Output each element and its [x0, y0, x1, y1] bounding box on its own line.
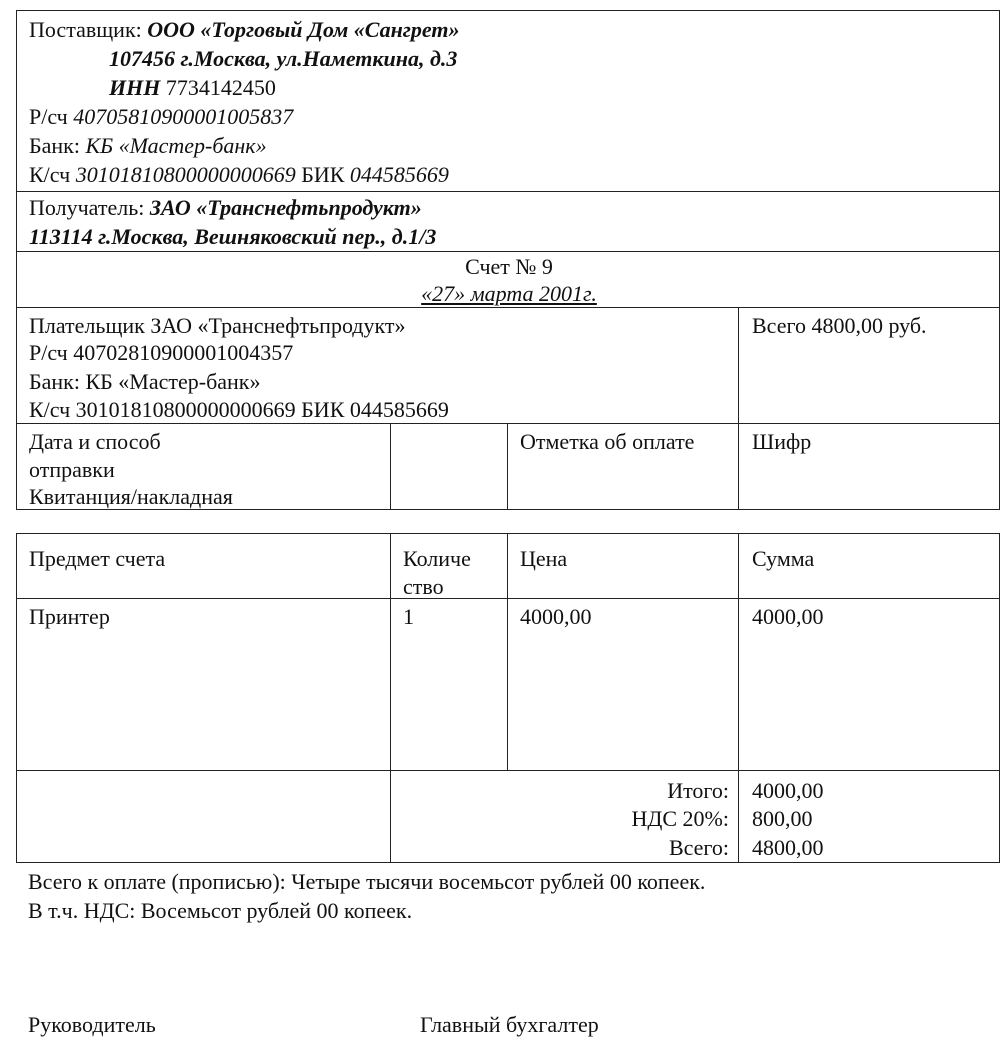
supplier-bank	[29, 131, 267, 160]
corr-label: К/сч	[29, 162, 71, 187]
grand-total-value: 4800,00	[752, 835, 824, 860]
invoice-date: «27» марта 2001г.	[421, 281, 597, 306]
recipient-address: 113114 г.Москва, Вешняковский пер., д.1/3	[29, 224, 437, 249]
header-sum: Сумма	[752, 546, 815, 571]
divider	[507, 534, 508, 770]
invoice-date-line	[17, 279, 1001, 308]
inn-value: 7734142450	[165, 75, 276, 100]
supplier-name: ООО «Торговый Дом «Сангрет»	[147, 17, 460, 42]
shipping-label: Дата и способ	[29, 429, 161, 454]
payer-account: Р/сч 40702810900001004357	[29, 340, 294, 365]
divider	[507, 423, 508, 510]
recipient-line	[29, 193, 422, 222]
supplier-label: Поставщик:	[29, 17, 142, 42]
payer-bank: Банк: КБ «Мастер-банк»	[29, 369, 261, 394]
total-label: Итого:	[667, 778, 729, 803]
divider	[390, 534, 391, 862]
bik-label: БИК	[301, 162, 345, 187]
divider	[17, 770, 999, 771]
inn-label: ИНН	[109, 75, 161, 100]
supplier-corr	[29, 160, 449, 189]
divider	[390, 423, 391, 510]
bik-value: 044585669	[349, 162, 449, 187]
header-price: Цена	[520, 546, 568, 571]
invoice-total: Всего 4800,00 руб.	[752, 313, 927, 338]
supplier-account	[29, 102, 293, 131]
divider	[738, 307, 739, 510]
vat-in-words: В т.ч. НДС: Восемьсот рублей 00 копеек.	[28, 898, 413, 923]
director-signature-label: Руководитель	[28, 1012, 156, 1037]
recipient-label: Получатель:	[29, 195, 145, 220]
bank-value: КБ «Мастер-банк»	[85, 133, 267, 158]
row-subject: Принтер	[29, 604, 110, 629]
vat-value: 800,00	[752, 806, 813, 831]
amount-in-words: Всего к оплате (прописью): Четыре тысячи восемьсот рублей 00 копеек.	[28, 869, 706, 894]
header-qty: Количе	[403, 546, 471, 571]
divider	[17, 598, 999, 599]
cipher-label: Шифр	[752, 429, 812, 454]
shipping-label: отправки	[29, 457, 115, 482]
supplier-address: 107456 г.Москва, ул.Наметкина, д.3	[109, 46, 458, 71]
row-sum: 4000,00	[752, 604, 824, 629]
row-qty: 1	[403, 604, 414, 629]
payment-mark-label: Отметка об оплате	[520, 429, 695, 454]
shipping-label: Квитанция/накладная	[29, 484, 233, 509]
divider	[17, 191, 999, 192]
grand-total-label: Всего:	[668, 835, 729, 860]
invoice-header-box	[16, 10, 1000, 510]
account-label: Р/сч	[29, 104, 68, 129]
supplier-inn	[109, 73, 276, 102]
total-value: 4000,00	[752, 778, 824, 803]
header-subject: Предмет счета	[29, 546, 166, 571]
recipient-name: ЗАО «Транснефтьпродукт»	[149, 195, 422, 220]
items-table	[16, 533, 1000, 863]
payer-name: Плательщик ЗАО «Транснефтьпродукт»	[29, 313, 406, 338]
row-price: 4000,00	[520, 604, 592, 629]
payer-corr: К/сч 30101810800000000669 БИК 044585669	[29, 397, 449, 422]
divider	[738, 534, 739, 862]
invoice-number: Счет № 9	[465, 254, 553, 279]
account-value: 40705810900001005837	[73, 104, 294, 129]
header-qty: ство	[403, 574, 444, 599]
accountant-signature-label: Главный бухгалтер	[420, 1012, 599, 1037]
bank-label: Банк:	[29, 133, 80, 158]
vat-label: НДС 20%:	[631, 806, 729, 831]
supplier-line	[29, 15, 460, 44]
corr-value: 30101810800000000669	[75, 162, 296, 187]
